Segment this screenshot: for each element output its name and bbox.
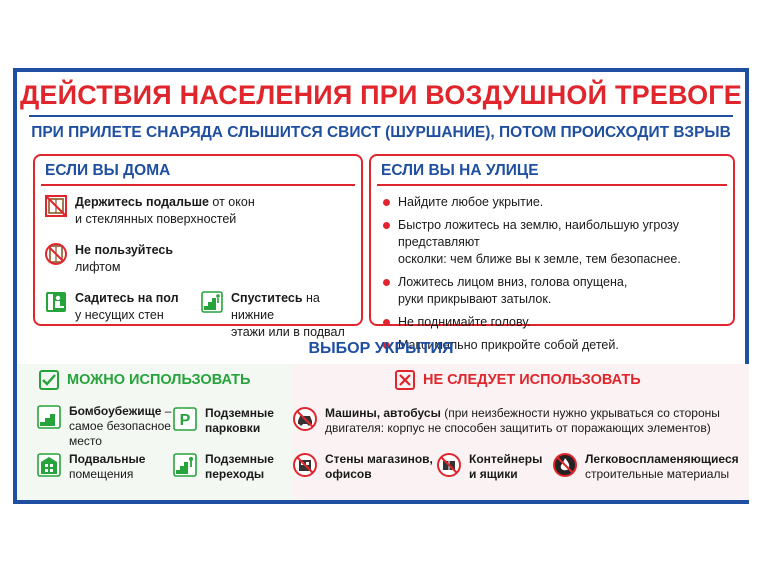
subtitle: ПРИ ПРИЛЕТЕ СНАРЯДА СЛЫШИТСЯ СВИСТ (ШУРШАНИЕ), ПОТОМ ПРОИСХОДИТ ВЗРЫВ xyxy=(31,124,731,141)
home-item-basement-line2: этажи или в подвал xyxy=(231,325,345,339)
bomb-shelter-icon xyxy=(37,405,61,429)
shelter-underpass xyxy=(173,452,274,482)
no-elevator-icon xyxy=(45,243,67,265)
shop-walls-line2: офисов xyxy=(325,467,372,481)
stairs-down-icon xyxy=(201,291,223,313)
bullet-line: Максимально прикройте собой детей. xyxy=(398,338,619,352)
street-bullet xyxy=(383,217,723,268)
home-heading-divider xyxy=(41,184,355,186)
home-item-windows-rest: от окон xyxy=(208,195,255,209)
flammables-bold: Легковоспламеняющиеся xyxy=(585,452,739,466)
home-panel xyxy=(33,154,363,339)
shelter-basement xyxy=(37,452,145,482)
sit-floor-icon xyxy=(45,291,67,313)
vehicles-line2: двигателя: корпус не способен защитить от поражающих элементов) xyxy=(325,421,711,435)
shelter-heading: ВЫБОР УКРЫТИЯ xyxy=(308,340,454,357)
building-icon xyxy=(37,453,61,477)
cannot-use-header xyxy=(395,370,641,390)
bullet-line: Найдите любое укрытие. xyxy=(398,195,544,209)
cannot-use-label: НЕ СЛЕДУЕТ ИСПОЛЬЗОВАТЬ xyxy=(423,372,641,388)
shelter-shop-walls xyxy=(293,452,433,482)
bullet-dot-icon xyxy=(383,199,390,206)
title-divider xyxy=(29,115,733,117)
home-item-windows xyxy=(45,194,255,228)
parking-icon xyxy=(173,407,197,431)
bullet-dot-icon xyxy=(383,279,390,286)
basement-bold: Подвальные xyxy=(69,452,146,466)
checkmark-icon xyxy=(39,370,59,390)
bullet-line: Не поднимайте голову. xyxy=(398,315,531,329)
bullet-dot-icon xyxy=(383,222,390,229)
home-item-basement-rest: на нижние xyxy=(231,291,320,322)
bullet-line: руки прикрывают затылок. xyxy=(398,292,552,306)
poster xyxy=(13,68,749,504)
no-car-icon xyxy=(293,407,317,431)
street-bullet xyxy=(383,194,723,211)
no-window-icon xyxy=(45,195,67,217)
svg-text:P: P xyxy=(179,412,191,429)
basement-line2: помещения xyxy=(69,467,134,481)
bullet-dot-icon xyxy=(383,319,390,326)
bullet-line: Ложитесь лицом вниз, голова опущена, xyxy=(398,275,628,289)
can-use-header xyxy=(39,370,250,390)
home-item-floor xyxy=(45,290,179,324)
bomb-shelter-bold: Бомбоубежище xyxy=(69,404,162,418)
home-item-windows-bold: Держитесь подальше xyxy=(75,195,209,209)
containers-line2: и ящики xyxy=(469,467,518,481)
street-panel xyxy=(369,154,735,352)
street-bullet xyxy=(383,314,723,331)
parking-line2: парковки xyxy=(205,421,261,435)
street-heading: ЕСЛИ ВЫ НА УЛИЦЕ xyxy=(381,162,539,179)
home-item-elevator-bold: Не пользуйтесь xyxy=(75,243,174,257)
can-use-label: МОЖНО ИСПОЛЬЗОВАТЬ xyxy=(67,372,251,388)
bullet-line: Быстро ложитесь на землю, наибольшую угрозу представляют xyxy=(398,218,679,249)
shelter-bomb-shelter xyxy=(37,404,171,449)
vehicles-bold: Машины, автобусы xyxy=(325,406,441,420)
home-item-windows-line2: и стеклянных поверхностей xyxy=(75,212,237,226)
shop-walls-bold: Стены магазинов, xyxy=(325,452,433,466)
no-fire-icon xyxy=(553,453,577,477)
home-item-elevator xyxy=(45,242,173,276)
shelter-vehicles xyxy=(293,406,720,436)
home-item-basement-bold: Спуститесь xyxy=(231,291,303,305)
bomb-shelter-line3: место xyxy=(69,434,102,448)
home-item-floor-bold: Садитесь на пол xyxy=(75,291,179,305)
shelter-flammables xyxy=(553,452,739,482)
home-item-elevator-line2: лифтом xyxy=(75,260,121,274)
cross-icon xyxy=(395,370,415,390)
shelter-parking xyxy=(173,406,274,436)
shelter-section xyxy=(17,334,745,502)
underpass-icon xyxy=(173,453,197,477)
no-container-icon xyxy=(437,453,461,477)
underpass-bold: Подземные xyxy=(205,452,274,466)
page-title: ДЕЙСТВИЯ НАСЕЛЕНИЯ ПРИ ВОЗДУШНОЙ ТРЕВОГЕ xyxy=(20,80,742,110)
containers-bold: Контейнеры xyxy=(469,452,543,466)
bomb-shelter-line2: самое безопасное xyxy=(69,419,171,433)
no-shop-icon xyxy=(293,453,317,477)
shelter-containers xyxy=(437,452,542,482)
bomb-shelter-rest: – xyxy=(161,404,172,418)
street-bullet xyxy=(383,274,723,308)
flammables-line2: строительные материалы xyxy=(585,467,730,481)
street-heading-divider xyxy=(377,184,727,186)
bullet-line: осколки: чем ближе вы к земле, тем безопаснее. xyxy=(398,252,681,266)
vehicles-rest: (при неизбежности нужно укрываться со стороны xyxy=(440,406,720,420)
home-heading: ЕСЛИ ВЫ ДОМА xyxy=(45,162,171,179)
underpass-line2: переходы xyxy=(205,467,265,481)
home-item-floor-line2: у несущих стен xyxy=(75,308,164,322)
parking-bold: Подземные xyxy=(205,406,274,420)
